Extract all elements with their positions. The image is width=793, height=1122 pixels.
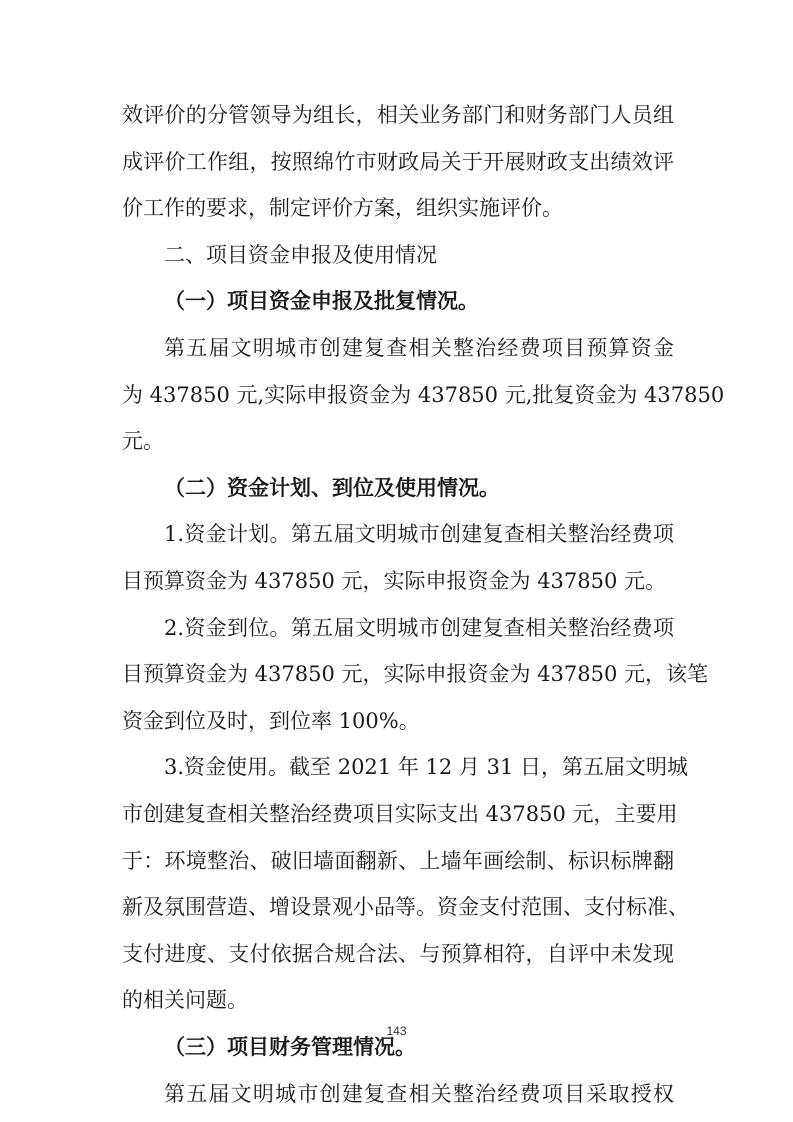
body-text-line: 支付进度、支付依据合规合法、与预算相符，自评中未发现 — [122, 942, 674, 966]
page-number: 143 — [386, 1024, 407, 1038]
body-text-line: 成评价工作组，按照绵竹市财政局关于开展财政支出绩效评 — [122, 150, 674, 174]
subsection-heading: （一）项目资金申报及批复情况。 — [164, 288, 479, 313]
body-text-line: 2.资金到位。第五届文明城市创建复查相关整治经费项 — [164, 616, 674, 640]
section-heading: 二、项目资金申报及使用情况 — [164, 243, 437, 267]
subsection-heading: （三）项目财务管理情况。 — [164, 1034, 416, 1059]
body-text-line: 第五届文明城市创建复查相关整治经费项目采取授权 — [164, 1082, 674, 1106]
body-text-line: 第五届文明城市创建复查相关整治经费项目预算资金 — [164, 336, 674, 360]
body-text-line: 效评价的分管领导为组长，相关业务部门和财务部门人员组 — [122, 103, 674, 127]
subsection-heading: （二）资金计划、到位及使用情况。 — [164, 475, 500, 500]
body-text-line: 市创建复查相关整治经费项目实际支出 437850 元，主要用 — [122, 802, 678, 826]
body-text-line: 资金到位及时，到位率 100%。 — [122, 709, 420, 733]
body-text-line: 于：环境整治、破旧墙面翻新、上墙年画绘制、标识标牌翻 — [122, 849, 674, 873]
body-text-line: 目预算资金为 437850 元，实际申报资金为 437850 元。 — [122, 569, 667, 593]
body-text-line: 的相关问题。 — [122, 988, 248, 1012]
body-text-line: 3.资金使用。截至 2021 年 12 月 31 日，第五届文明城 — [164, 755, 688, 779]
body-text-line: 目预算资金为 437850 元，实际申报资金为 437850 元，该笔 — [122, 662, 709, 686]
body-text-line: 为 437850 元,实际申报资金为 437850 元,批复资金为 437850 — [122, 383, 725, 407]
body-text-line: 新及氛围营造、增设景观小品等。资金支付范围、支付标准、 — [122, 895, 689, 919]
body-text-line: 元。 — [122, 429, 164, 453]
body-text-line: 价工作的要求，制定评价方案，组织实施评价。 — [122, 196, 563, 220]
body-text-line: 1.资金计划。第五届文明城市创建复查相关整治经费项 — [164, 522, 674, 546]
